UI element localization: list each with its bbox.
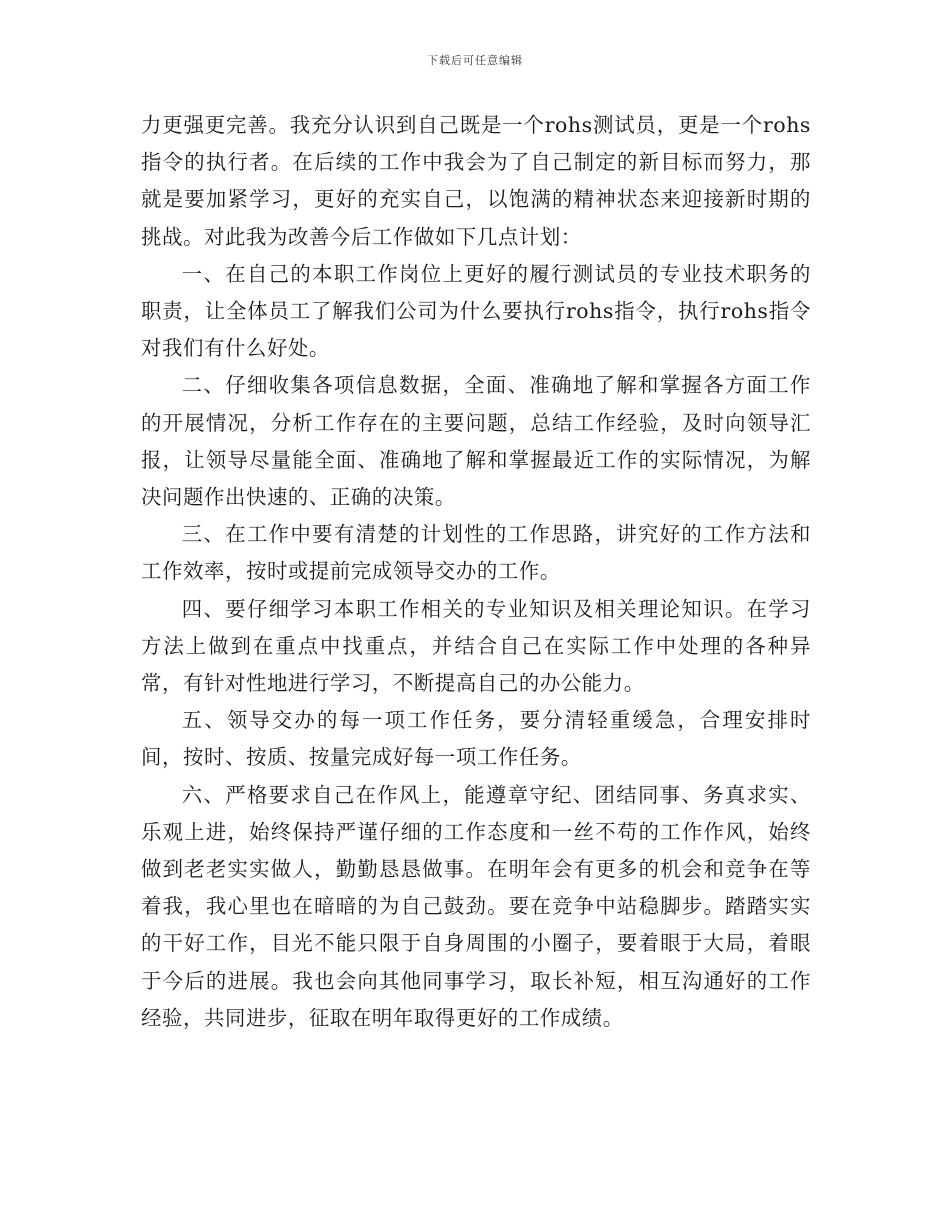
paragraph-plan-5: 五、领导交办的每一项工作任务，要分清轻重缓急，合理安排时间，按时、按质、按量完成好每一项工作任务。 — [141, 708, 811, 770]
page-header: 下载后可任意编辑 — [427, 54, 523, 67]
paragraph-continuation: 力更强更完善。我充分认识到自己既是一个rohs测试员，更是一个rohs指令的执行者。在后续的工作中我会为了自己制定的新目标而努力，那就是要加紧学习，更好的充实自己，以饱满的精神状态来迎接新时期的挑战。对此我为改善今后工作做如下几点计划： — [141, 113, 811, 249]
paragraph-plan-3: 三、在工作中要有清楚的计划性的工作思路，讲究好的工作方法和工作效率，按时或提前完成领导交办的工作。 — [141, 522, 811, 584]
paragraph-plan-2: 二、仔细收集各项信息数据，全面、准确地了解和掌握各方面工作的开展情况，分析工作存在的主要问题，总结工作经验，及时向领导汇报，让领导尽量能全面、准确地了解和掌握最近工作的实际情况，为解决问题作出快速的、正确的决策。 — [141, 373, 811, 510]
paragraph-plan-6: 六、严格要求自己在作风上，能遵章守纪、团结同事、务真求实、乐观上进，始终保持严谨仔细的工作态度和一丝不苟的工作作风，始终做到老老实实做人，勤勤恳恳做事。在明年会有更多的机会和竞争在等着我，我心里也在暗暗的为自己鼓劲。要在竞争中站稳脚步。踏踏实实的干好工作，目光不能只限于自身周围的小圈子，要着眼于大局，着眼于今后的进展。我也会向其他同事学习，取长补短，相互沟通好的工作经验，共同进步，征取在明年取得更好的工作成绩。 — [141, 782, 811, 1030]
paragraph-plan-1: 一、在自己的本职工作岗位上更好的履行测试员的专业技术职务的职责，让全体员工了解我们公司为什么要执行rohs指令，执行rohs指令对我们有什么好处。 — [141, 261, 811, 361]
document-body — [141, 107, 811, 1037]
paragraph-plan-4: 四、要仔细学习本职工作相关的专业知识及相关理论知识。在学习方法上做到在重点中找重点，并结合自己在实际工作中处理的各种异常，有针对性地进行学习，不断提高自己的办公能力。 — [141, 596, 811, 696]
